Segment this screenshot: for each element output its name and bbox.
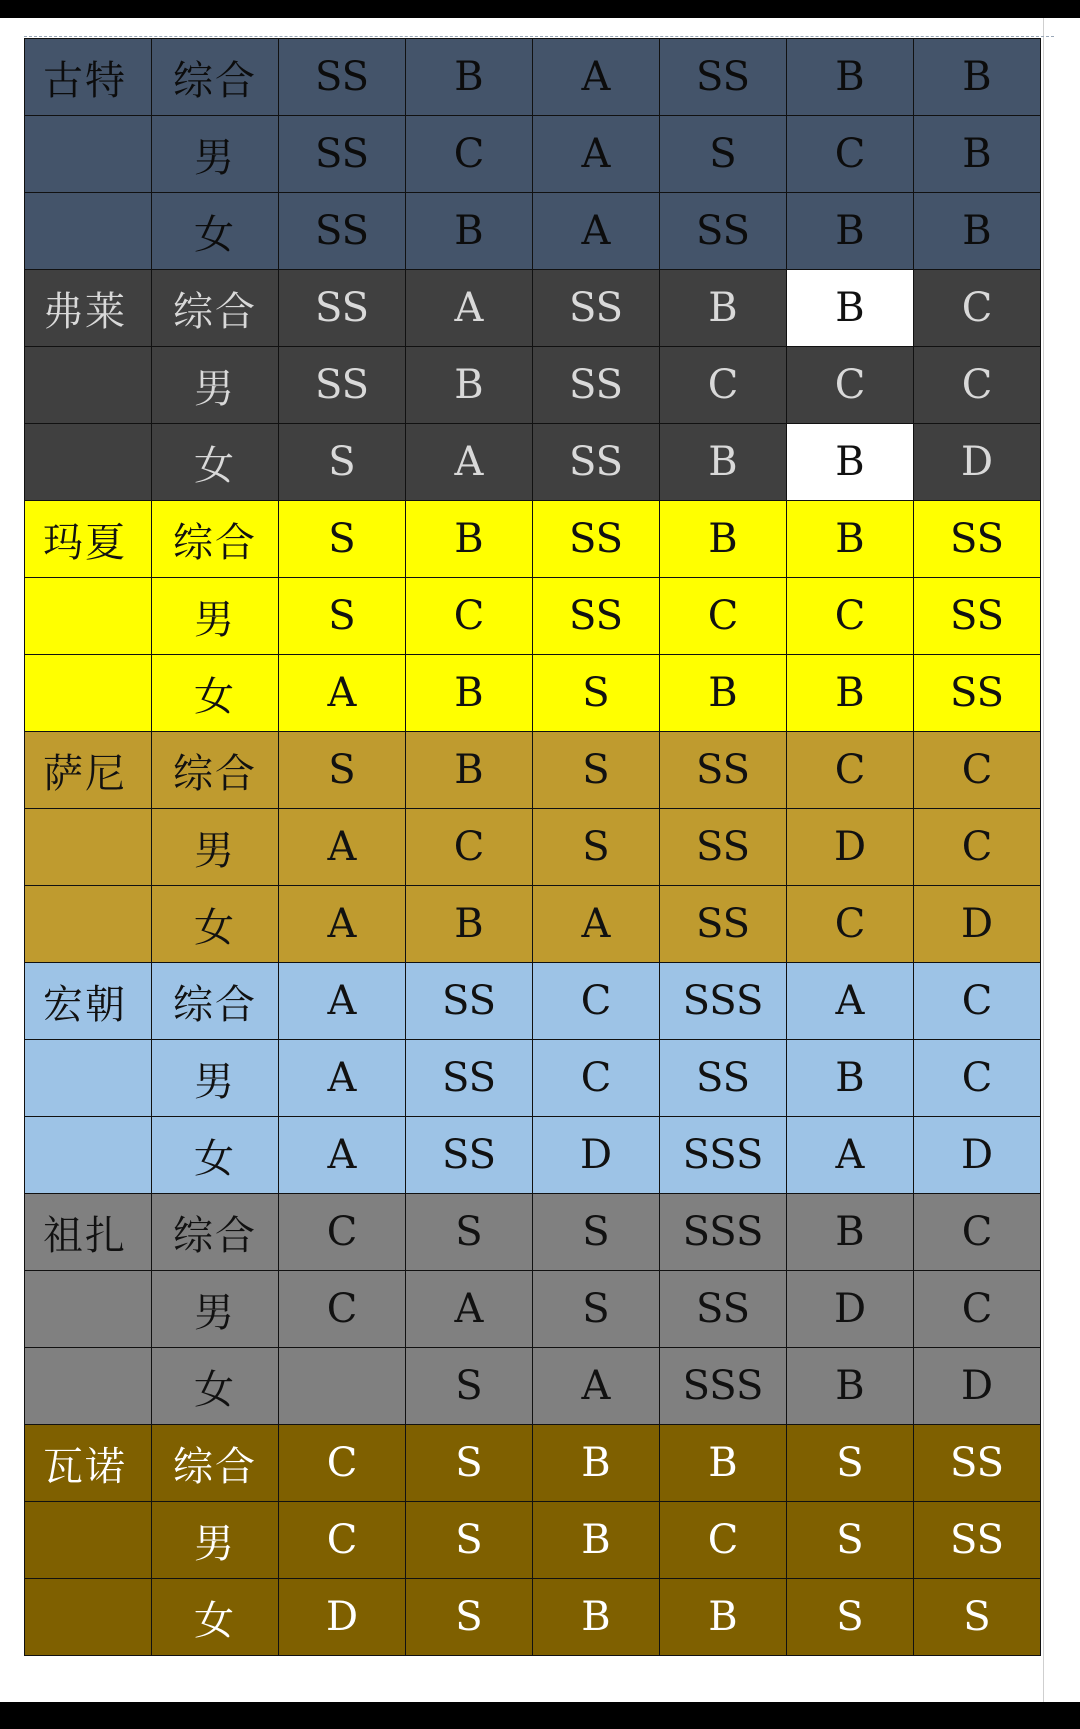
grade-cell[interactable]: D <box>914 886 1041 963</box>
grade-cell[interactable]: SS <box>406 1117 533 1194</box>
empty-name-cell[interactable] <box>25 116 152 193</box>
grade-cell[interactable]: S <box>406 1502 533 1579</box>
empty-name-cell[interactable] <box>25 347 152 424</box>
grade-cell[interactable]: B <box>914 116 1041 193</box>
table-row <box>25 1117 1041 1194</box>
grade-cell[interactable]: C <box>406 578 533 655</box>
empty-name-cell[interactable] <box>25 886 152 963</box>
grade-cell[interactable]: B <box>533 1425 660 1502</box>
group-name-cell[interactable]: 萨尼 <box>25 732 152 809</box>
category-cell[interactable]: 女 <box>152 193 279 270</box>
table-row <box>25 1040 1041 1117</box>
grade-cell[interactable]: C <box>279 1194 406 1271</box>
grade-cell[interactable]: SSS <box>660 1117 787 1194</box>
grade-cell[interactable]: A <box>787 1117 914 1194</box>
category-cell[interactable]: 男 <box>152 1040 279 1117</box>
category-cell[interactable]: 女 <box>152 1348 279 1425</box>
table-row <box>25 270 1041 347</box>
grade-cell[interactable]: S <box>914 1579 1041 1656</box>
grade-cell[interactable]: S <box>533 655 660 732</box>
category-cell[interactable]: 女 <box>152 1117 279 1194</box>
grade-cell[interactable] <box>279 1348 406 1425</box>
table-row <box>25 1348 1041 1425</box>
grade-cell[interactable]: SS <box>533 270 660 347</box>
category-cell[interactable]: 女 <box>152 655 279 732</box>
table-row <box>25 1194 1041 1271</box>
grade-cell[interactable]: B <box>787 655 914 732</box>
grade-cell[interactable]: B <box>660 655 787 732</box>
grade-cell[interactable]: C <box>787 732 914 809</box>
table-row <box>25 655 1041 732</box>
grade-cell[interactable]: B <box>406 347 533 424</box>
empty-name-cell[interactable] <box>25 809 152 886</box>
grade-cell[interactable]: C <box>279 1502 406 1579</box>
empty-name-cell[interactable] <box>25 1271 152 1348</box>
grade-cell[interactable]: S <box>787 1502 914 1579</box>
grade-cell[interactable]: B <box>406 732 533 809</box>
grade-cell[interactable]: D <box>533 1117 660 1194</box>
grade-cell[interactable]: C <box>660 578 787 655</box>
grade-cell[interactable]: B <box>787 1348 914 1425</box>
grade-cell[interactable]: C <box>279 1271 406 1348</box>
empty-name-cell[interactable] <box>25 1348 152 1425</box>
category-cell[interactable]: 女 <box>152 424 279 501</box>
grade-cell[interactable]: B <box>406 501 533 578</box>
grade-cell[interactable]: B <box>660 1425 787 1502</box>
grade-cell[interactable]: A <box>279 809 406 886</box>
grade-cell[interactable]: B <box>406 193 533 270</box>
empty-name-cell[interactable] <box>25 1040 152 1117</box>
category-cell[interactable]: 女 <box>152 1579 279 1656</box>
grade-cell[interactable]: B <box>787 501 914 578</box>
empty-name-cell[interactable] <box>25 193 152 270</box>
table-row <box>25 116 1041 193</box>
group-name-cell[interactable]: 祖扎 <box>25 1194 152 1271</box>
grade-cell[interactable]: S <box>279 732 406 809</box>
grade-cell[interactable]: B <box>787 1040 914 1117</box>
grade-cell[interactable]: A <box>406 1271 533 1348</box>
grade-cell[interactable]: S <box>533 1271 660 1348</box>
grade-cell[interactable]: B <box>533 1579 660 1656</box>
page-edge <box>1043 18 1080 1702</box>
grade-cell[interactable]: SSS <box>660 1194 787 1271</box>
grade-cell[interactable]: B <box>406 886 533 963</box>
grade-cell[interactable]: A <box>279 1117 406 1194</box>
grade-cell[interactable]: SS <box>914 1425 1041 1502</box>
grade-cell[interactable]: B <box>787 270 914 347</box>
grade-cell[interactable]: A <box>533 39 660 116</box>
grade-cell[interactable]: D <box>279 1579 406 1656</box>
grade-cell[interactable]: B <box>533 1502 660 1579</box>
table-row <box>25 886 1041 963</box>
grade-cell[interactable]: SS <box>660 732 787 809</box>
grade-cell[interactable]: B <box>660 270 787 347</box>
grade-cell[interactable]: SS <box>279 270 406 347</box>
group-name-cell[interactable]: 弗莱 <box>25 270 152 347</box>
grade-cell[interactable]: B <box>787 1194 914 1271</box>
grade-cell[interactable]: A <box>406 424 533 501</box>
grade-cell[interactable]: A <box>279 1040 406 1117</box>
grade-cell[interactable]: D <box>914 1348 1041 1425</box>
grade-cell[interactable]: SS <box>279 193 406 270</box>
table-row <box>25 1579 1041 1656</box>
grade-cell[interactable]: SS <box>279 347 406 424</box>
grade-cell[interactable]: SS <box>914 655 1041 732</box>
category-cell[interactable]: 综合 <box>152 39 279 116</box>
grade-cell[interactable]: SS <box>533 424 660 501</box>
grade-cell[interactable]: D <box>914 1117 1041 1194</box>
grade-cell[interactable]: SS <box>660 1040 787 1117</box>
grade-cell[interactable]: SS <box>660 39 787 116</box>
grade-cell[interactable]: SS <box>914 578 1041 655</box>
grade-cell[interactable]: C <box>660 1502 787 1579</box>
grade-cell[interactable]: A <box>279 963 406 1040</box>
grade-cell[interactable]: C <box>914 963 1041 1040</box>
table-row <box>25 1502 1041 1579</box>
table-row <box>25 1425 1041 1502</box>
grade-cell[interactable]: C <box>787 886 914 963</box>
category-cell[interactable]: 综合 <box>152 501 279 578</box>
grade-cell[interactable]: C <box>787 578 914 655</box>
category-cell[interactable]: 综合 <box>152 270 279 347</box>
grade-cell[interactable]: B <box>406 655 533 732</box>
category-cell[interactable]: 男 <box>152 347 279 424</box>
grade-cell[interactable]: A <box>533 886 660 963</box>
grade-cell[interactable]: SSS <box>660 963 787 1040</box>
table-row <box>25 809 1041 886</box>
empty-name-cell[interactable] <box>25 1117 152 1194</box>
grade-cell[interactable]: A <box>279 655 406 732</box>
grade-cell[interactable]: S <box>533 809 660 886</box>
empty-name-cell[interactable] <box>25 578 152 655</box>
grade-cell[interactable]: SS <box>914 501 1041 578</box>
grade-cell[interactable]: S <box>533 1194 660 1271</box>
grade-cell[interactable]: C <box>279 1425 406 1502</box>
category-cell[interactable]: 男 <box>152 1502 279 1579</box>
grade-cell[interactable]: SS <box>660 809 787 886</box>
category-cell[interactable]: 女 <box>152 886 279 963</box>
grade-cell[interactable]: A <box>406 270 533 347</box>
grade-cell[interactable]: C <box>787 116 914 193</box>
grade-cell[interactable]: C <box>914 809 1041 886</box>
grade-cell[interactable]: C <box>914 1271 1041 1348</box>
category-cell[interactable]: 综合 <box>152 963 279 1040</box>
grade-cell[interactable]: A <box>533 116 660 193</box>
grade-cell[interactable]: S <box>787 1425 914 1502</box>
category-cell[interactable]: 男 <box>152 809 279 886</box>
grade-cell[interactable]: C <box>914 347 1041 424</box>
grade-cell[interactable]: SS <box>660 886 787 963</box>
grade-cell[interactable]: C <box>914 732 1041 809</box>
grade-cell[interactable]: B <box>660 424 787 501</box>
table-row <box>25 501 1041 578</box>
grade-cell[interactable]: C <box>533 963 660 1040</box>
grade-cell[interactable]: S <box>533 732 660 809</box>
grade-cell[interactable]: S <box>660 116 787 193</box>
grade-cell[interactable]: SS <box>406 1040 533 1117</box>
empty-name-cell[interactable] <box>25 1579 152 1656</box>
grade-cell[interactable]: SS <box>279 116 406 193</box>
table-row <box>25 963 1041 1040</box>
grade-cell[interactable]: B <box>914 193 1041 270</box>
group-name-cell[interactable]: 玛夏 <box>25 501 152 578</box>
grade-cell[interactable]: S <box>279 501 406 578</box>
category-cell[interactable]: 男 <box>152 1271 279 1348</box>
grade-cell[interactable]: SS <box>914 1502 1041 1579</box>
grade-cell[interactable]: C <box>533 1040 660 1117</box>
grade-cell[interactable]: B <box>914 39 1041 116</box>
grade-cell[interactable]: B <box>787 193 914 270</box>
table-row <box>25 1271 1041 1348</box>
table-row <box>25 39 1041 116</box>
bottom-bar <box>0 1702 1080 1729</box>
grade-cell[interactable]: D <box>914 424 1041 501</box>
grade-cell[interactable]: S <box>406 1425 533 1502</box>
table-row <box>25 347 1041 424</box>
grade-cell[interactable]: B <box>787 39 914 116</box>
grade-cell[interactable]: C <box>914 270 1041 347</box>
group-name-cell[interactable]: 古特 <box>25 39 152 116</box>
grade-cell[interactable]: C <box>406 116 533 193</box>
grade-cell[interactable]: D <box>787 809 914 886</box>
grade-cell[interactable]: C <box>914 1194 1041 1271</box>
empty-name-cell[interactable] <box>25 655 152 732</box>
grade-cell[interactable]: C <box>406 809 533 886</box>
grade-cell[interactable]: S <box>406 1348 533 1425</box>
grade-cell[interactable]: SSS <box>660 1348 787 1425</box>
grade-cell[interactable]: S <box>406 1194 533 1271</box>
category-cell[interactable]: 综合 <box>152 732 279 809</box>
grade-cell[interactable]: C <box>787 347 914 424</box>
selection-border <box>24 36 1054 37</box>
grade-cell[interactable]: A <box>533 1348 660 1425</box>
empty-name-cell[interactable] <box>25 1502 152 1579</box>
grade-cell[interactable]: A <box>279 886 406 963</box>
grade-cell[interactable]: S <box>406 1579 533 1656</box>
grade-cell[interactable]: B <box>660 1579 787 1656</box>
grade-cell[interactable]: SS <box>406 963 533 1040</box>
grade-cell[interactable]: SS <box>533 578 660 655</box>
group-name-cell[interactable]: 宏朝 <box>25 963 152 1040</box>
grade-cell[interactable]: S <box>787 1579 914 1656</box>
grade-cell[interactable]: S <box>279 424 406 501</box>
grade-cell[interactable]: A <box>533 193 660 270</box>
grade-cell[interactable]: B <box>406 39 533 116</box>
rating-table <box>24 38 1041 1656</box>
grade-cell[interactable]: B <box>787 424 914 501</box>
table-row <box>25 578 1041 655</box>
grade-cell[interactable]: S <box>279 578 406 655</box>
grade-cell[interactable]: B <box>660 501 787 578</box>
category-cell[interactable]: 综合 <box>152 1194 279 1271</box>
grade-cell[interactable]: SS <box>660 1271 787 1348</box>
category-cell[interactable]: 男 <box>152 116 279 193</box>
group-name-cell[interactable]: 瓦诺 <box>25 1425 152 1502</box>
category-cell[interactable]: 综合 <box>152 1425 279 1502</box>
table-row <box>25 732 1041 809</box>
grade-cell[interactable]: SS <box>660 193 787 270</box>
grade-cell[interactable]: A <box>787 963 914 1040</box>
grade-cell[interactable]: C <box>660 347 787 424</box>
grade-cell[interactable]: C <box>914 1040 1041 1117</box>
category-cell[interactable]: 男 <box>152 578 279 655</box>
table-row <box>25 424 1041 501</box>
grade-cell[interactable]: D <box>787 1271 914 1348</box>
table-row <box>25 193 1041 270</box>
grade-cell[interactable]: SS <box>533 501 660 578</box>
empty-name-cell[interactable] <box>25 424 152 501</box>
grade-cell[interactable]: SS <box>279 39 406 116</box>
grade-cell[interactable]: SS <box>533 347 660 424</box>
